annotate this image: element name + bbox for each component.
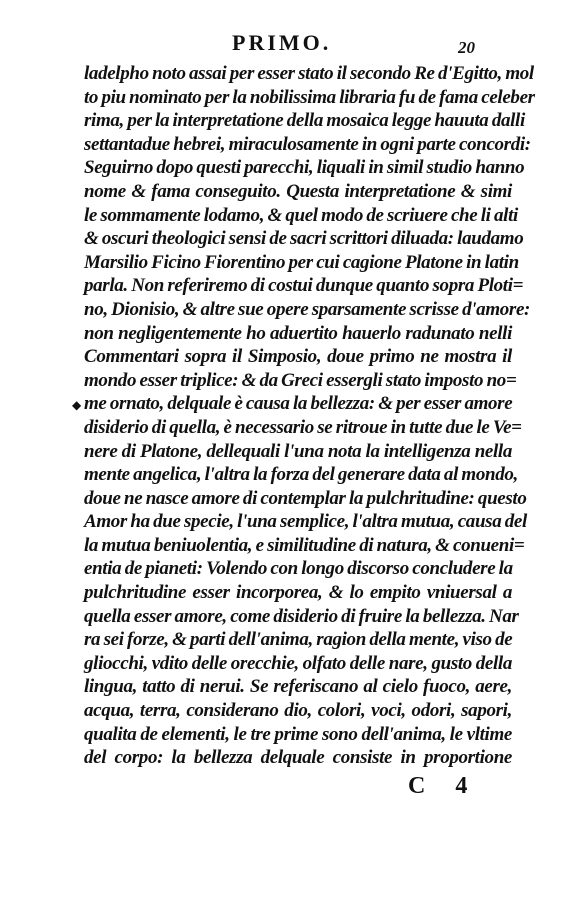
text-line: doue ne nasce amore di contemplar la pulchritudine: questo (84, 487, 527, 509)
body-text (84, 62, 535, 770)
text-line: settantadue hebrei, miraculosamente in ogni parte concordi: (84, 133, 531, 155)
text-line: lingua, tatto di nerui. Se referiscano al cielo fuoco, aere, (84, 676, 512, 698)
text-line: Commentari sopra il Simposio, doue primo ne mostra il (84, 346, 512, 368)
running-head: PRIMO. (232, 30, 332, 55)
text-line: Seguirno dopo questi parecchi, liquali in simil studio hanno (84, 157, 525, 179)
text-line: acqua, terra, considerano dio, colori, voci, odori, sapori, (84, 700, 512, 722)
text-line: mente angelica, l'altra la forza del generare data al mondo, (84, 464, 518, 486)
page-number: 20 (458, 38, 475, 57)
text-line: ra sei forze, & parti dell'anima, ragion della mente, viso de (84, 629, 513, 651)
text-line: Amor ha due specie, l'una semplice, l'altra mutua, causa del (84, 511, 527, 533)
text-line: quella esser amore, come disiderio di fruire la bellezza. Nar (84, 605, 519, 627)
text-line: del corpo: la bellezza delquale consiste in proportione (84, 747, 512, 769)
margin-mark: ◆ (72, 398, 82, 412)
text-line: ladelpho noto assai per esser stato il secondo Re d'Egitto, mol (84, 63, 534, 84)
text-line: & oscuri theologici sensi de sacri scrittori diluada: laudamo (84, 228, 524, 250)
text-line: parla. Non referiremo di costui dunque quanto sopra Ploti= (84, 275, 524, 297)
text-line: to piu nominato per la nobilissima libraria fu de fama celeber (84, 86, 535, 108)
text-line: gliocchi, vdito delle orecchie, olfato delle nare, gusto della (84, 652, 512, 674)
text-line: no, Dionisio, & altre sue opere sparsamente scrisse d'amore: (84, 298, 531, 320)
text-line: rima, per la interpretatione della mosaica legge hauuta dalli (84, 110, 525, 132)
text-line: mondo esser triplice: & da Greci essergli stato imposto no= (84, 369, 517, 391)
signature-mark: C 4 (408, 773, 480, 799)
text-line: non negligentemente ho aduertito hauerlo radunato nelli (84, 322, 512, 344)
text-line: disiderio di quella, è necessario se ritroue in tutte due le Ve= (84, 416, 522, 438)
text-line: nome & fama conseguito. Questa interpretatione & simi (84, 180, 512, 202)
text-line: entia de pianeti: Volendo con longo discorso concludere la (84, 558, 513, 580)
text-line: la mutua beniuolentia, e similitudine di natura, & conueni= (84, 534, 525, 556)
text-line: Marsilio Ficino Fiorentino per cui cagione Platone in latin (84, 251, 519, 273)
text-line: me ornato, delquale è causa la bellezza: & per esser amore (84, 393, 513, 415)
text-line: nere di Platone, dellequali l'una nota la intelligenza nella (84, 440, 512, 462)
text-line: pulchritudine esser incorporea, & lo empito vniuersal a (84, 582, 512, 604)
text-line: qualita de elementi, le tre prime sono dell'anima, le vltime (84, 723, 512, 745)
text-line: le sommamente lodamo, & quel modo de scriuere che li alti (84, 204, 518, 226)
